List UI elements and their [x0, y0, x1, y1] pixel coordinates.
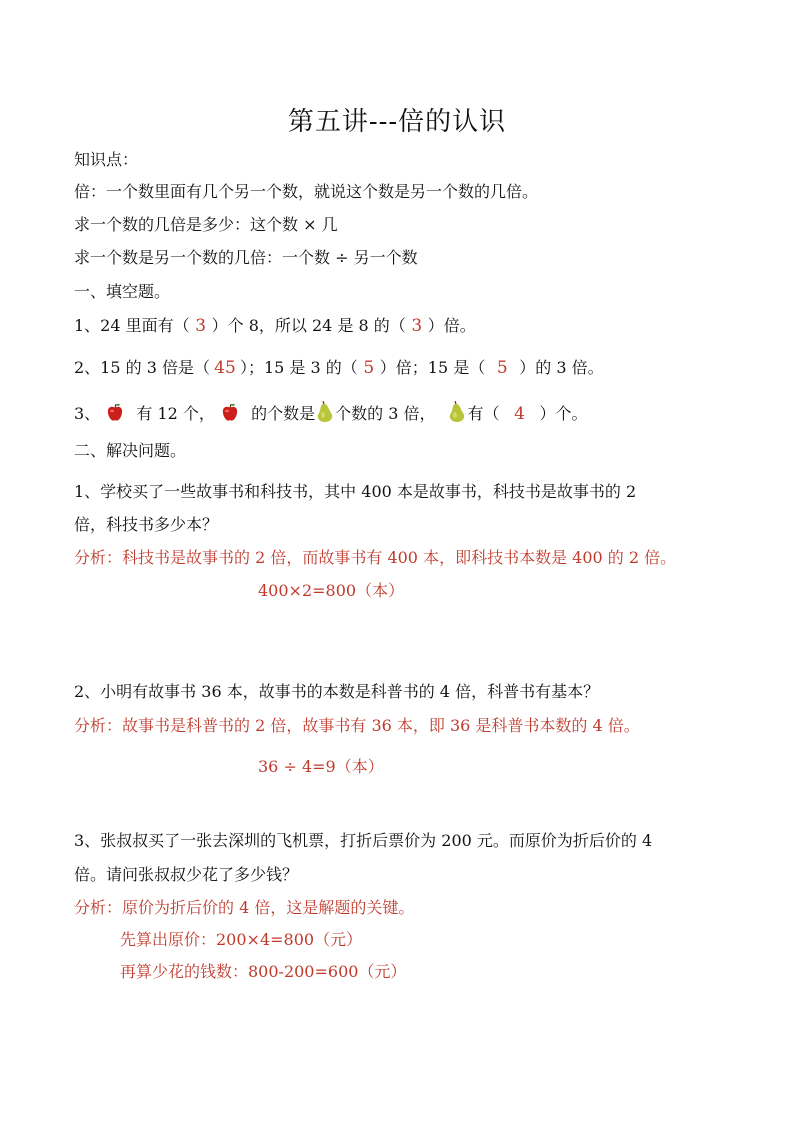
fill-question-2 — [74, 358, 604, 378]
pear-icon — [315, 401, 335, 423]
pear-icon — [447, 401, 467, 423]
q2-text-c: ）倍；15 是（ — [379, 358, 486, 377]
problem-2-analysis: 分析：故事书是科普书的 2 倍，故事书有 36 本，即 36 是科普书本数的 4 倍。 — [74, 716, 640, 735]
q3-text-b: 的个数是 — [251, 404, 316, 423]
problem-3-line-2: 倍。请问张叔叔少花了多少钱？ — [74, 865, 299, 884]
q2-text-b: ）；15 是 3 的（ — [239, 358, 358, 377]
q2-text-d: ）的 3 倍。 — [519, 358, 604, 377]
knowledge-line-1: 倍：一个数里面有几个另一个数，就说这个数是另一个数的几倍。 — [74, 182, 539, 201]
apple-icon — [105, 403, 125, 423]
q1-text-a: 1、24 里面有（ — [74, 316, 190, 335]
fill-question-3 — [74, 401, 588, 424]
q2-answer-1: 45 — [214, 358, 236, 378]
q3-text-e: ）个。 — [539, 404, 588, 423]
q1-answer-1: 3 — [195, 316, 207, 336]
problem-3-step-2: 再算少花的钱数：800-200=600（元） — [120, 962, 407, 981]
problem-2-line-1: 2、小明有故事书 36 本，故事书的本数是科普书的 4 倍，科普书有基本？ — [74, 682, 600, 701]
apple-icon — [220, 403, 240, 423]
q1-answer-2: 3 — [411, 316, 423, 336]
problem-1-analysis: 分析：科技书是故事书的 2 倍，而故事书有 400 本，即科技书本数是 400 的 2 倍。 — [74, 548, 677, 567]
problem-3-analysis: 分析：原价为折后价的 4 倍，这是解题的关键。 — [74, 898, 415, 917]
q2-answer-3: 5 — [496, 358, 508, 378]
q2-answer-2: 5 — [363, 358, 375, 378]
page-title: 第五讲---倍的认识 — [287, 107, 507, 137]
problem-1-line-2: 倍，科技书多少本？ — [74, 515, 219, 534]
q3-text-a: 有 12 个， — [136, 404, 215, 423]
problem-1-calculation: 400×2=800（本） — [258, 581, 405, 600]
q3-number: 3、 — [74, 404, 101, 423]
knowledge-heading: 知识点： — [74, 150, 139, 169]
knowledge-line-3: 求一个数是另一个数的几倍：一个数 ÷ 另一个数 — [74, 248, 418, 267]
problem-2-calculation: 36 ÷ 4=9（本） — [258, 757, 384, 776]
problem-3-line-1: 3、张叔叔买了一张去深圳的飞机票，打折后票价为 200 元。而原价为折后价的 4 — [74, 831, 653, 850]
knowledge-line-2: 求一个数的几倍是多少：这个数 × 几 — [74, 215, 338, 234]
fill-question-1 — [74, 316, 476, 336]
q3-text-c: 个数的 3 倍， — [335, 404, 436, 423]
q1-text-c: ）倍。 — [427, 316, 476, 335]
problem-3-step-1: 先算出原价：200×4=800（元） — [120, 930, 363, 949]
q3-answer: 4 — [514, 404, 525, 424]
section-1-heading: 一、填空题。 — [74, 282, 171, 301]
section-2-heading: 二、解决问题。 — [74, 441, 187, 460]
q2-text-a: 2、15 的 3 倍是（ — [74, 358, 210, 377]
q1-text-b: ）个 8，所以 24 是 8 的（ — [211, 316, 406, 335]
q3-text-d: 有（ — [467, 404, 500, 423]
problem-1-line-1: 1、学校买了一些故事书和科技书，其中 400 本是故事书，科技书是故事书的 2 — [74, 482, 637, 501]
